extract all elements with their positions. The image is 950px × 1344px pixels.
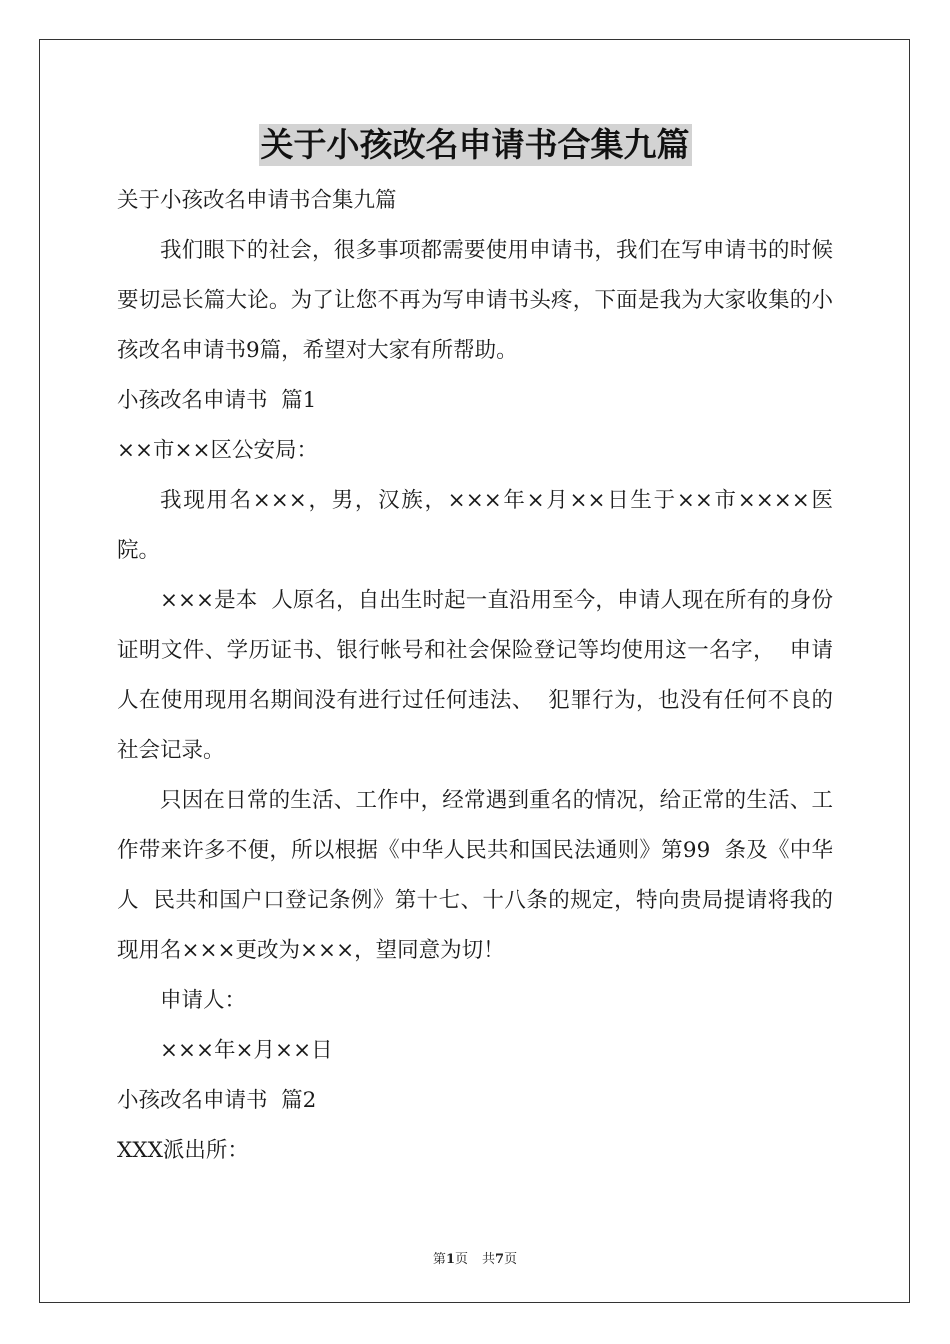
- addressee-1: ××市××区公安局：: [117, 438, 319, 463]
- footer-prefix: 第: [432, 1252, 446, 1267]
- section-heading-1: 小孩改名申请书 篇1: [117, 388, 317, 413]
- footer-total-prefix: 共: [482, 1252, 496, 1267]
- section-heading-2: 小孩改名申请书 篇2: [117, 1088, 317, 1113]
- page-footer: [0, 1248, 950, 1267]
- footer-current-page: 1: [445, 1252, 455, 1267]
- document-title: 关于小孩改名申请书合集九篇: [260, 125, 690, 164]
- footer-page-word: 页: [454, 1252, 468, 1267]
- title-container: [0, 124, 950, 166]
- paragraph-reason: 只因在日常的生活、工作中，经常遇到重名的情况，给正常的生活、工作带来许多不便，所以根据《中华人民共和国民法通则》第99 条及《中华人 民共和国户口登记条例》第十七、十八条的规定，特向贵局提请将我的现用名×××更改为×××，望同意为切！: [117, 788, 833, 963]
- footer-total-pages: 7: [495, 1252, 505, 1267]
- document-body: [117, 176, 833, 1176]
- signer-line: 申请人：: [160, 988, 247, 1013]
- date-line: ×××年×月××日: [160, 1038, 333, 1063]
- paragraph-original-name: ×××是本 人原名，自出生时起一直沿用至今，申请人现在所有的身份证明文件、学历证书、银行帐号和社会保险登记等均使用这一名字， 申请人在使用现用名期间没有进行过任何违法、 犯罪行为，也没有任何不良的社会记录。: [117, 588, 833, 763]
- addressee-2: XXX派出所：: [117, 1138, 249, 1163]
- footer-suffix: 页: [504, 1252, 518, 1267]
- subtitle-line: 关于小孩改名申请书合集九篇: [117, 188, 397, 213]
- intro-paragraph: 我们眼下的社会，很多事项都需要使用申请书，我们在写申请书的时候要切忌长篇大论。为了让您不再为写申请书头疼，下面是我为大家收集的小孩改名申请书9篇，希望对大家有所帮助。: [117, 238, 833, 363]
- paragraph-applicant-info: 我现用名×××，男，汉族，×××年×月××日生于××市××××医院。: [117, 488, 833, 563]
